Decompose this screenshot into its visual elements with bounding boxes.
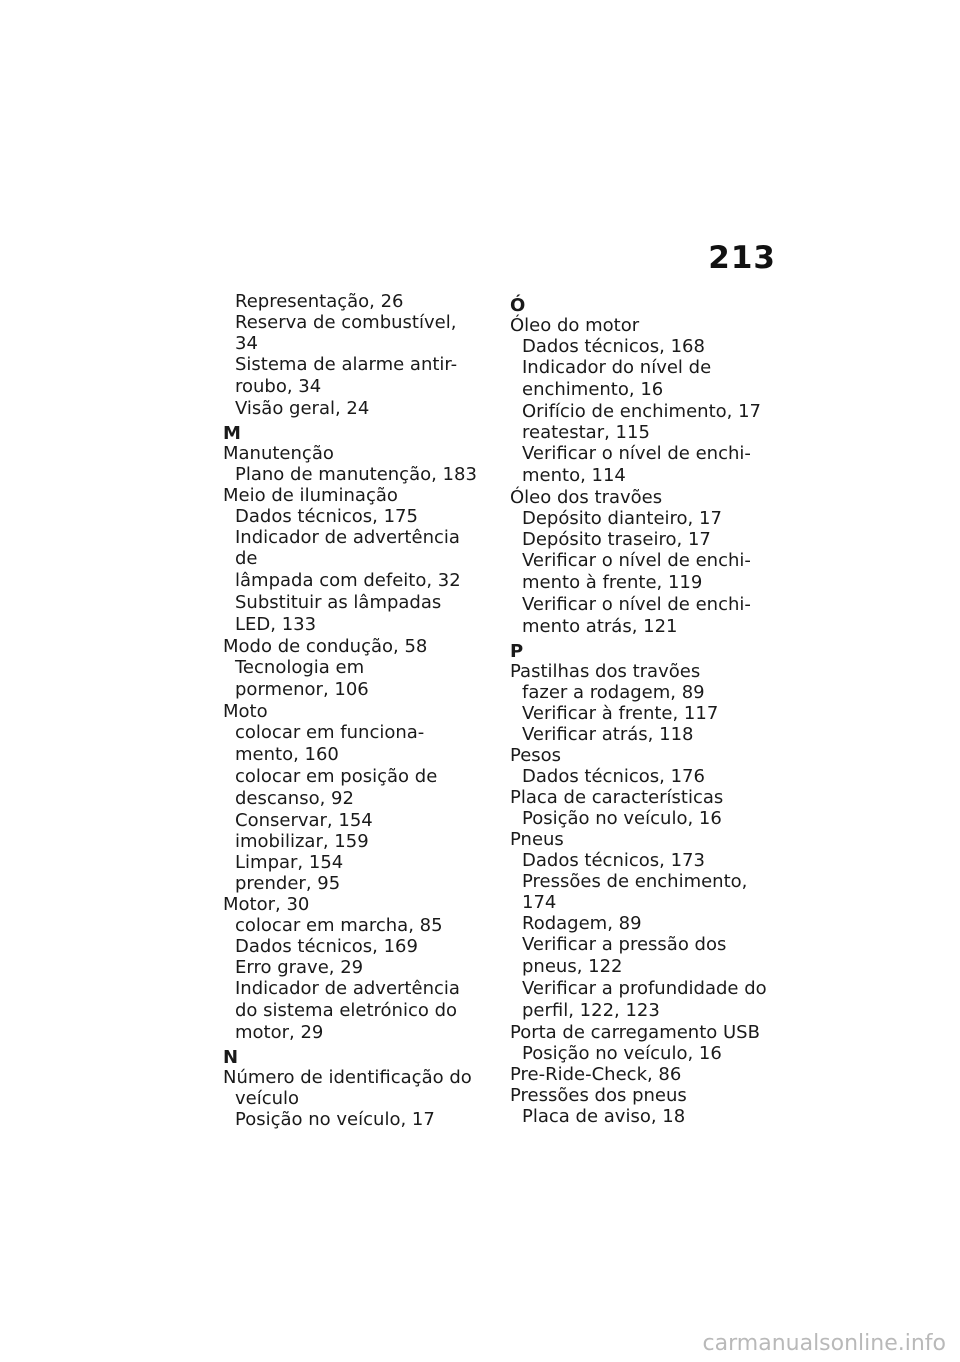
index-subentry [223,1109,485,1130]
index-entry-text: Moto [223,701,268,722]
index-subentry [510,529,780,550]
index-subentry-line: mento, 114 [522,465,626,486]
index-subentry-line: Verificar a profundidade do [522,978,767,999]
page-number: 213 [708,240,776,276]
index-entry-text: Meio de iluminação [223,485,398,506]
index-letter-heading: Ó [510,295,526,316]
index-subentry-line: Depósito traseiro, 17 [522,529,711,550]
index-subentry-line: Dados técnicos, 176 [522,766,705,787]
index-entry [223,894,485,915]
index-subentry-line: Substituir as lâmpadas [235,592,442,613]
index-subentry-line: Verificar atrás, 118 [522,724,694,745]
index-subentry-line: Dados técnicos, 169 [235,936,418,957]
index-subentry-line: mento atrás, 121 [522,616,678,637]
index-subentry-line: fazer a rodagem, 89 [522,682,705,703]
index-entry-text: Pneus [510,829,564,850]
index-entry-text: Motor, 30 [223,894,310,915]
index-subentry-line: Dados técnicos, 175 [235,506,418,527]
index-subentry-line: Posição no veículo, 17 [235,1109,435,1130]
index-subentry-line: Verificar o nível de enchi- [522,550,751,571]
index-subentry-line: Visão geral, 24 [235,398,370,419]
index-subentry [223,915,485,936]
index-entry-text: Modo de condução, 58 [223,636,428,657]
index-entry [510,745,780,766]
index-entry-text: Porta de carregamento USB [510,1022,760,1043]
index-subentry [510,422,780,443]
index-subentry [223,291,485,312]
index-entry-text: Pesos [510,745,562,766]
index-entry [510,787,780,808]
index-subentry [510,724,780,745]
index-subentry [223,852,485,873]
index-subentry-line: reatestar, 115 [522,422,650,443]
index-entry-text: Óleo do motor [510,315,640,336]
index-subentry-line: Indicador de advertência de [235,527,460,569]
index-subentry [223,978,485,1043]
index-subentry-line: Reserva de combustível, 34 [235,312,457,354]
index-subentry-line: Representação, 26 [235,291,404,312]
index-entry [223,1067,485,1109]
index-subentry [510,550,780,593]
watermark: carmanualsonline.info [702,1331,946,1356]
index-subentry-line: colocar em marcha, 85 [235,915,443,936]
index-entry-text: Manutenção [223,443,334,464]
index-subentry-line: Dados técnicos, 168 [522,336,705,357]
index-subentry-line: Limpar, 154 [235,852,344,873]
index-subentry [223,657,485,700]
index-subentry-line: Conservar, 154 [235,810,373,831]
index-subentry-line: imobilizar, 159 [235,831,369,852]
index-entry [510,487,780,508]
index-column-left [223,291,485,1130]
index-subentry [510,978,780,1021]
index-subentry-line: mento, 160 [235,744,339,765]
index-subentry [510,508,780,529]
index-subentry [223,722,485,765]
index-subentry-line: Tecnologia em [235,657,365,678]
index-subentry [510,766,780,787]
index-subentry-line: do sistema eletrónico do [235,1000,458,1021]
index-subentry [223,398,485,419]
index-subentry [223,464,485,485]
index-entry [510,829,780,850]
index-subentry-line: Verificar à frente, 117 [522,703,719,724]
index-entry-text: Placa de características [510,787,724,808]
index-subentry-line: Placa de aviso, 18 [522,1106,686,1127]
index-subentry [510,357,780,400]
index-letter-heading: P [510,641,524,662]
index-subentry [510,594,780,637]
index-subentry [510,871,780,913]
index-subentry-line: mento à frente, 119 [522,572,703,593]
index-entry [510,1022,780,1043]
index-entry-text: Óleo dos travões [510,487,663,508]
index-subentry [223,831,485,852]
index-subentry-line: perfil, 122, 123 [522,1000,660,1021]
index-subentry [223,592,485,635]
index-subentry [223,936,485,957]
index-subentry-line: Erro grave, 29 [235,957,364,978]
index-entry-text: Número de identificação do [223,1067,472,1088]
index-entry [510,315,780,336]
index-subentry [223,766,485,809]
index-entry [510,1064,780,1085]
index-entry [223,701,485,722]
index-entry [223,485,485,506]
index-subentry-line: pneus, 122 [522,956,623,977]
index-subentry-line: Posição no veículo, 16 [522,808,722,829]
index-subentry-line: Plano de manutenção, 183 [235,464,477,485]
index-entry-text: Pressões dos pneus [510,1085,687,1106]
index-subentry [223,354,485,397]
index-subentry-line: Verificar o nível de enchi- [522,443,751,464]
index-subentry-line: Rodagem, 89 [522,913,642,934]
index-subentry-line: enchimento, 16 [522,379,664,400]
index-subentry [223,957,485,978]
index-subentry [510,934,780,977]
index-subentry [223,527,485,591]
index-column-right [510,291,780,1127]
index-subentry [510,336,780,357]
index-subentry-line: Verificar o nível de enchi- [522,594,751,615]
index-entry-text: Pre-Ride-Check, 86 [510,1064,682,1085]
index-subentry-line: Indicador do nível de [522,357,712,378]
index-subentry [510,682,780,703]
index-subentry-line: Posição no veículo, 16 [522,1043,722,1064]
index-subentry-line: Depósito dianteiro, 17 [522,508,722,529]
index-subentry-line: colocar em posição de [235,766,438,787]
index-subentry-line: Sistema de alarme antir- [235,354,458,375]
index-subentry-line: prender, 95 [235,873,341,894]
index-subentry-line: lâmpada com defeito, 32 [235,570,461,591]
index-subentry [510,443,780,486]
index-entry [223,443,485,464]
index-letter-heading: N [223,1047,239,1068]
index-subentry [223,506,485,527]
index-letter-heading: M [223,423,241,444]
index-subentry [510,913,780,934]
index-entry [510,1085,780,1106]
index-subentry [510,401,780,422]
index-subentry-line: Indicador de advertência [235,978,460,999]
index-subentry-line: LED, 133 [235,614,317,635]
index-entry [510,661,780,682]
index-subentry [223,873,485,894]
index-subentry-line: Orifício de enchimento, 17 [522,401,761,422]
index-subentry-line: descanso, 92 [235,788,354,809]
index-subentry-line: roubo, 34 [235,376,322,397]
index-entry [223,636,485,657]
index-subentry [510,1106,780,1127]
index-subentry-line: motor, 29 [235,1022,324,1043]
index-entry-text-continued: veículo [235,1088,300,1109]
index-subentry [510,850,780,871]
index-entry-text: Pastilhas dos travões [510,661,701,682]
index-subentry-line: Dados técnicos, 173 [522,850,705,871]
index-subentry [223,312,485,354]
index-subentry [510,808,780,829]
index-subentry-line: Verificar a pressão dos [522,934,727,955]
index-subentry-line: colocar em funciona- [235,722,425,743]
index-subentry-line: Pressões de enchimento, 174 [522,871,748,913]
index-subentry [510,1043,780,1064]
index-subentry-line: pormenor, 106 [235,679,369,700]
index-subentry [510,703,780,724]
index-subentry [223,810,485,831]
